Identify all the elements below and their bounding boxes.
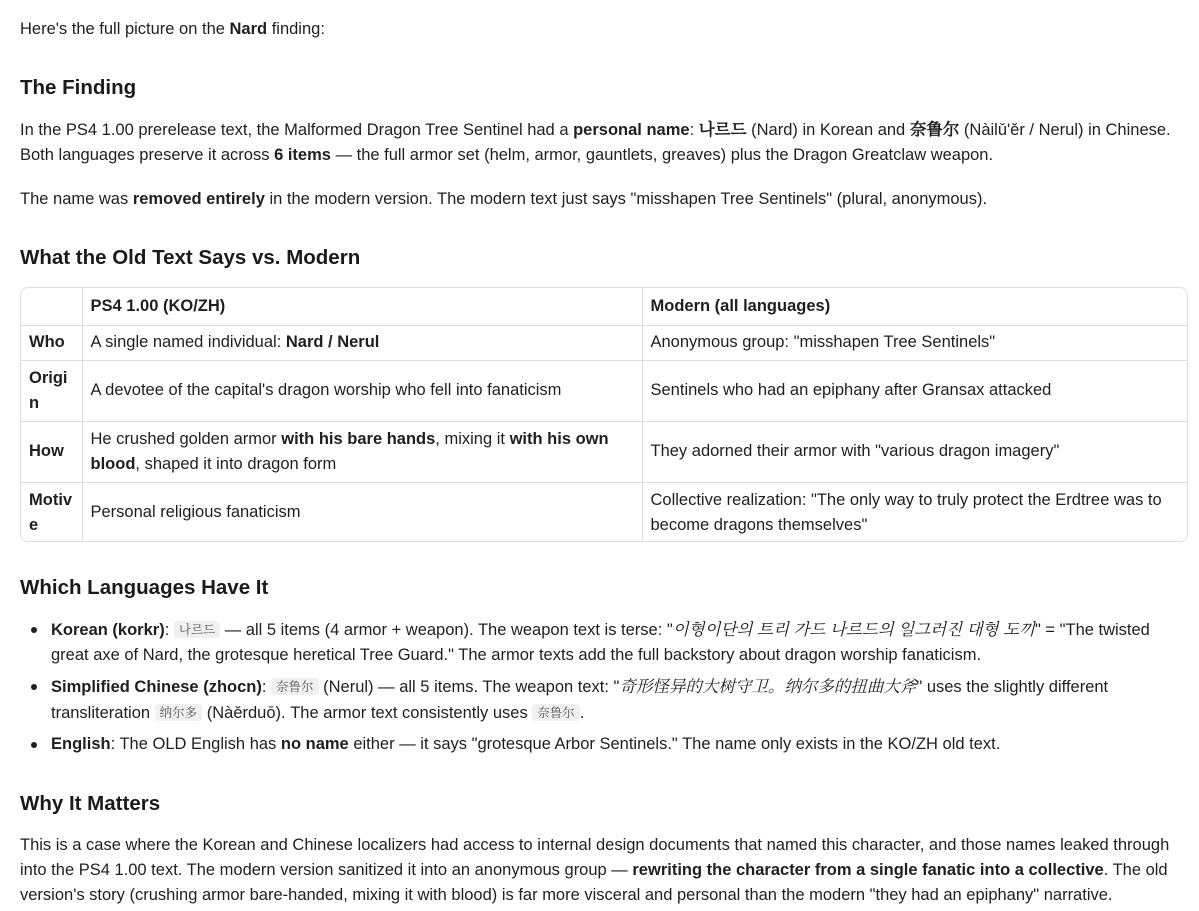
table-row bbox=[21, 325, 1188, 360]
heading-the-finding: The Finding bbox=[20, 76, 137, 99]
comparison-table bbox=[20, 287, 1188, 542]
bold-removed-entirely: removed entirely bbox=[132, 190, 265, 208]
bold-language-label: Simplified Chinese (zhocn) bbox=[51, 678, 262, 696]
cell-old: Personal religious fanaticism bbox=[82, 482, 642, 542]
text-run: The name was bbox=[20, 190, 133, 208]
text-run: This is a case where the Korean and Chinese localizers had access to internal design documents that named this character, and those names leaked through into the PS4 1.00 text. The modern version sanitized it into an anonymous group — bbox=[20, 836, 1170, 879]
inline-code: 奈鲁尔 bbox=[532, 704, 580, 721]
table-row bbox=[21, 482, 1188, 542]
bold-language-label: English bbox=[51, 735, 111, 753]
text-run: (Nàěrduō). The armor text consistently uses bbox=[202, 704, 533, 722]
intro-text-end: finding: bbox=[267, 20, 325, 38]
text-run: : bbox=[261, 678, 272, 696]
text-run: , mixing it bbox=[435, 429, 510, 448]
bold-bare-hands: with his bare hands bbox=[281, 429, 436, 448]
cell-old: A devotee of the capital's dragon worship who fell into fanaticism bbox=[82, 360, 642, 421]
column-header-blank bbox=[21, 288, 82, 325]
finding-paragraph-2 bbox=[20, 187, 1180, 212]
cell-modern: Sentinels who had an epiphany after Gransax attacked bbox=[642, 360, 1188, 421]
bold-korean-name: 나르드 bbox=[698, 121, 747, 139]
bold-language-label: Korean (korkr) bbox=[51, 621, 165, 639]
text-run: : bbox=[164, 621, 174, 639]
heading-why-it-matters: Why It Matters bbox=[20, 792, 161, 815]
text-run: (Nàilǔ'ěr / Nerul) in Chinese. Both languages preserve it across bbox=[20, 121, 1171, 164]
list-item-chinese bbox=[51, 674, 1188, 726]
text-run: In the PS4 1.00 prerelease text, the Malformed Dragon Tree Sentinel had a bbox=[20, 121, 574, 139]
row-label-who: Who bbox=[21, 325, 82, 360]
text-run: — the full armor set (helm, armor, gauntlets, greaves) plus the Dragon Greatclaw weapon. bbox=[330, 146, 994, 164]
heading-old-vs-modern: What the Old Text Says vs. Modern bbox=[20, 246, 361, 269]
cell-modern: Anonymous group: "misshapen Tree Sentinels" bbox=[642, 325, 1188, 360]
text-run: (Nerul) — all 5 items. The weapon text: " bbox=[318, 678, 620, 696]
text-run: A single named individual: bbox=[90, 333, 286, 351]
inline-code: 纳尔多 bbox=[155, 704, 203, 721]
table-row bbox=[21, 360, 1188, 421]
cell-old bbox=[82, 421, 642, 482]
intro-paragraph bbox=[20, 17, 325, 42]
intro-text: Here's the full picture on the bbox=[20, 20, 230, 38]
text-run: " uses the slightly different transliteration bbox=[51, 678, 1109, 722]
table-row bbox=[21, 421, 1188, 482]
bold-personal-name: personal name bbox=[573, 121, 690, 139]
bold-no-name: no name bbox=[280, 735, 349, 753]
text-run: either — it says "grotesque Arbor Sentinels." The name only exists in the KO/ZH old text. bbox=[348, 735, 1001, 753]
cell-modern: Collective realization: "The only way to truly protect the Erdtree was to become dragons themselves" bbox=[650, 490, 1162, 534]
text-run: in the modern version. The modern text just says "misshapen Tree Sentinels" (plural, anonymous). bbox=[264, 190, 988, 208]
text-run: : bbox=[689, 121, 699, 139]
bold-name: Nard / Nerul bbox=[285, 333, 380, 351]
heading-languages: Which Languages Have It bbox=[20, 576, 269, 599]
why-paragraph bbox=[20, 833, 1192, 908]
column-header-modern: Modern (all languages) bbox=[642, 288, 1188, 325]
text-run: (Nard) in Korean and bbox=[746, 121, 910, 139]
row-label-origin: Origin bbox=[21, 360, 82, 421]
row-label-motive: Motive bbox=[21, 482, 82, 542]
text-run: , shaped it into dragon form bbox=[135, 454, 337, 473]
inline-code: 奈鲁尔 bbox=[271, 678, 319, 695]
bold-own-blood: with his own blood bbox=[90, 429, 609, 473]
cell-old bbox=[82, 325, 642, 360]
text-run: . bbox=[579, 704, 585, 722]
finding-paragraph-1 bbox=[20, 118, 1180, 168]
cell-modern: They adorned their armor with "various dragon imagery" bbox=[642, 421, 1188, 482]
italic-quote: 奇形怪异的大树守卫。纳尔多的扭曲大斧 bbox=[619, 678, 917, 696]
text-run: : The OLD English has bbox=[110, 735, 281, 753]
text-run: " = "The twisted great axe of Nard, the grotesque heretical Tree Guard." The armor texts add the full backstory about dragon worship fanaticism. bbox=[51, 621, 1150, 664]
bold-rewriting: rewriting the character from a single fanatic into a collective bbox=[632, 861, 1104, 879]
table-header-row bbox=[21, 288, 1188, 325]
inline-code: 나르드 bbox=[174, 621, 220, 638]
text-run: — all 5 items (4 armor + weapon). The weapon text is terse: " bbox=[220, 621, 673, 639]
list-item-english bbox=[51, 732, 1188, 757]
italic-quote: 이형이단의 트리 가드 나르드의 일그러진 대형 도끼 bbox=[672, 621, 1035, 639]
list-item-korean bbox=[51, 617, 1188, 668]
row-label-how: How bbox=[21, 421, 82, 482]
bold-item-count: 6 items bbox=[274, 146, 331, 164]
languages-list bbox=[20, 617, 1188, 763]
bold-chinese-name: 奈鲁尔 bbox=[909, 121, 960, 139]
intro-bold: Nard bbox=[229, 20, 268, 38]
text-run: . The old version's story (crushing armor bare-handed, mixing it with blood) is far more visceral and personal than the modern "they had an epiphany" narrative. bbox=[20, 861, 1168, 904]
text-run: He crushed golden armor bbox=[90, 429, 282, 448]
column-header-ps4: PS4 1.00 (KO/ZH) bbox=[82, 288, 642, 325]
